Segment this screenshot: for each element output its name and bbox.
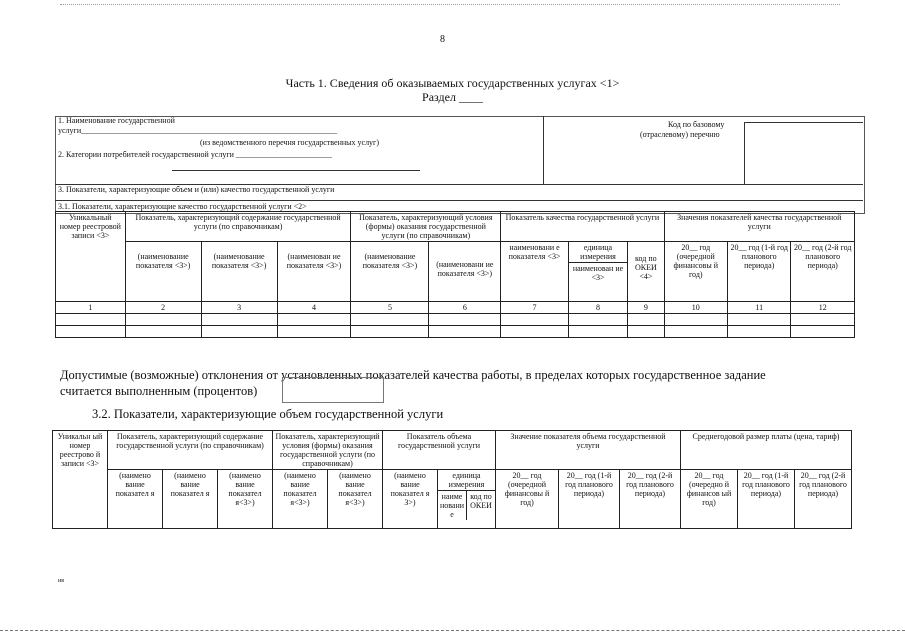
qn-12: 12 bbox=[791, 302, 855, 314]
qs-unit-name: наименован ие <3> bbox=[572, 264, 624, 282]
vh-content: Показатель, характеризующий содержание государственной услуги (по справочникам) bbox=[108, 431, 273, 470]
scan-top-edge bbox=[60, 4, 840, 5]
volume-subheader-row bbox=[53, 470, 852, 529]
qe-cell bbox=[429, 314, 501, 326]
code-box-top bbox=[744, 122, 863, 123]
deviation-text-2: считается выполненным (процентов) bbox=[60, 384, 258, 398]
qn-1: 1 bbox=[56, 302, 126, 314]
quality-table bbox=[55, 211, 855, 338]
qn-2: 2 bbox=[125, 302, 201, 314]
qn-10: 10 bbox=[664, 302, 727, 314]
vs-f1: 20__ год (очередно й финансов ый год) bbox=[681, 470, 738, 529]
qn-4: 4 bbox=[277, 302, 351, 314]
header-divider bbox=[543, 116, 544, 184]
volume-header-row bbox=[53, 431, 852, 470]
vs-name-a: (наимено вание показател я bbox=[108, 470, 163, 529]
base-code-label-1: Код по базовому bbox=[668, 120, 725, 129]
vh-volume: Показатель объема государственной услуги bbox=[383, 431, 496, 470]
vs-name-b: (наимено вание показател я bbox=[163, 470, 218, 529]
item3-label: 3. Показатели, характеризующие объем и (или) качество государственной услуги bbox=[58, 185, 335, 194]
qe-cell bbox=[664, 326, 727, 338]
qe-cell bbox=[201, 326, 277, 338]
part-title: Часть 1. Сведения об оказываемых государственных услугах <1> bbox=[285, 76, 620, 90]
qn-7: 7 bbox=[501, 302, 569, 314]
item2-blank-line bbox=[172, 170, 420, 171]
item2-label: 2. Категории потребителей государственной услуги ________________________ bbox=[58, 150, 332, 159]
qn-9: 9 bbox=[628, 302, 664, 314]
quality-empty-row-1 bbox=[56, 314, 855, 326]
deviation-text-1: Допустимые (возможные) отклонения от установленных показателей качества работы, в пределах которых государственное задание bbox=[60, 368, 766, 382]
subsection-32-title: 3.2. Показатели, характеризующие объем государственной услуги bbox=[92, 407, 444, 421]
vs-unit-name: наиме новани е bbox=[438, 491, 467, 520]
footer-mark: ив bbox=[58, 578, 65, 584]
vs-unit-code: код по ОКЕИ bbox=[470, 492, 492, 510]
qs-unit: единица измерения bbox=[569, 242, 627, 263]
qe-cell bbox=[125, 314, 201, 326]
qe-cell bbox=[201, 314, 277, 326]
qe-cell bbox=[125, 326, 201, 338]
qe-cell bbox=[791, 314, 855, 326]
vh-unique: Уникальн ый номер реестрово й записи <3> bbox=[53, 431, 108, 529]
qe-cell bbox=[791, 326, 855, 338]
qs-name-d: (наименование показателя <3>) bbox=[351, 242, 429, 302]
quality-number-row bbox=[56, 302, 855, 314]
qe-cell bbox=[628, 314, 664, 326]
qe-cell bbox=[56, 326, 126, 338]
qe-cell bbox=[501, 326, 569, 338]
qn-8: 8 bbox=[568, 302, 627, 314]
qn-6: 6 bbox=[429, 302, 501, 314]
vs-y1: 20__ год (очередной финансовы й год) bbox=[496, 470, 559, 529]
vh-conditions: Показатель, характеризующий условия (формы) оказания государственной услуги (по справочникам) bbox=[273, 431, 383, 470]
qs-q-name: наименовани е показателя <3> bbox=[501, 242, 569, 302]
volume-table bbox=[52, 430, 852, 529]
qn-3: 3 bbox=[201, 302, 277, 314]
qs-y3: 20__ год (2-й год планового периода) bbox=[791, 242, 855, 302]
base-code-label-2: (отраслевому) перечню bbox=[640, 130, 720, 139]
qs-name-a: (наименование показателя <3>) bbox=[125, 242, 201, 302]
qe-cell bbox=[501, 314, 569, 326]
vs-y2: 20__ год (1-й год планового периода) bbox=[559, 470, 620, 529]
vs-f3: 20__ год (2-й год планового периода) bbox=[795, 470, 852, 529]
qs-name-c: (наименован ие показателя <3>) bbox=[277, 242, 351, 302]
quality-subheader-row bbox=[56, 242, 855, 302]
item1-note: (из ведомственного перечня государственных услуг) bbox=[200, 138, 379, 147]
page-number: 8 bbox=[440, 34, 445, 45]
vs-unit: единица измерения bbox=[438, 470, 495, 491]
qn-5: 5 bbox=[351, 302, 429, 314]
qh-conditions: Показатель, характеризующий условия (формы) оказания государственной услуги (по справочникам) bbox=[351, 212, 501, 242]
item31-label: 3.1. Показатели, характеризующие качество государственной услуги <2> bbox=[58, 202, 307, 211]
item1-cont: услуги________________________________________________________________ bbox=[58, 126, 338, 135]
qe-cell bbox=[429, 326, 501, 338]
vs-y3: 20__ год (2-й год планового периода) bbox=[620, 470, 681, 529]
qn-11: 11 bbox=[728, 302, 791, 314]
section-label: Раздел ____ bbox=[422, 90, 483, 104]
vh-fee: Среднегодовой размер платы (цена, тариф) bbox=[681, 431, 852, 470]
quality-header-row bbox=[56, 212, 855, 242]
qs-unit-code: код по ОКЕИ <4> bbox=[628, 242, 664, 302]
vs-name-c: (наимено вание показател я<3>) bbox=[218, 470, 273, 529]
deviation-percent-box[interactable] bbox=[282, 377, 384, 403]
qe-cell bbox=[568, 326, 627, 338]
qe-cell bbox=[664, 314, 727, 326]
qe-cell bbox=[351, 326, 429, 338]
code-box-left bbox=[744, 122, 745, 184]
header-rule-31 bbox=[55, 200, 863, 201]
qh-values: Значения показателей качества государственной услуги bbox=[664, 212, 854, 242]
vs-name-e: (наимено вание показател я<3>) bbox=[328, 470, 383, 529]
qh-quality: Показатель качества государственной услуги bbox=[501, 212, 664, 242]
qe-cell bbox=[568, 314, 627, 326]
qe-cell bbox=[628, 326, 664, 338]
qs-name-e: (наименовани ие показателя <3>) bbox=[429, 242, 501, 302]
item1-label: 1. Наименование государственной bbox=[58, 116, 175, 125]
qe-cell bbox=[728, 326, 791, 338]
qs-y1: 20__ год (очередной финансовы й год) bbox=[664, 242, 727, 302]
vs-vol-name: (наимено вание показател я 3>) bbox=[383, 470, 438, 529]
vs-unit-cell bbox=[438, 470, 496, 529]
vs-unit-split bbox=[438, 491, 495, 520]
qh-unique: Уникальный номер реестровой записи <3> bbox=[56, 212, 126, 302]
vs-name-d: (наимено вание показател я<3>) bbox=[273, 470, 328, 529]
qh-content: Показатель, характеризующий содержание государственной услуги (по справочникам) bbox=[125, 212, 351, 242]
qs-y2: 20__ год (1-й год планового периода) bbox=[728, 242, 791, 302]
qe-cell bbox=[56, 314, 126, 326]
qe-cell bbox=[277, 314, 351, 326]
scan-bottom-edge bbox=[0, 630, 905, 631]
vs-f2: 20__ год (1-й год планового периода) bbox=[738, 470, 795, 529]
vh-values: Значение показателя объема государственной услуги bbox=[496, 431, 681, 470]
qe-cell bbox=[277, 326, 351, 338]
qe-cell bbox=[728, 314, 791, 326]
qe-cell bbox=[351, 314, 429, 326]
quality-empty-row-2 bbox=[56, 326, 855, 338]
qs-name-b: (наименование показателя <3>) bbox=[201, 242, 277, 302]
qs-unit-name-cell bbox=[568, 242, 627, 302]
